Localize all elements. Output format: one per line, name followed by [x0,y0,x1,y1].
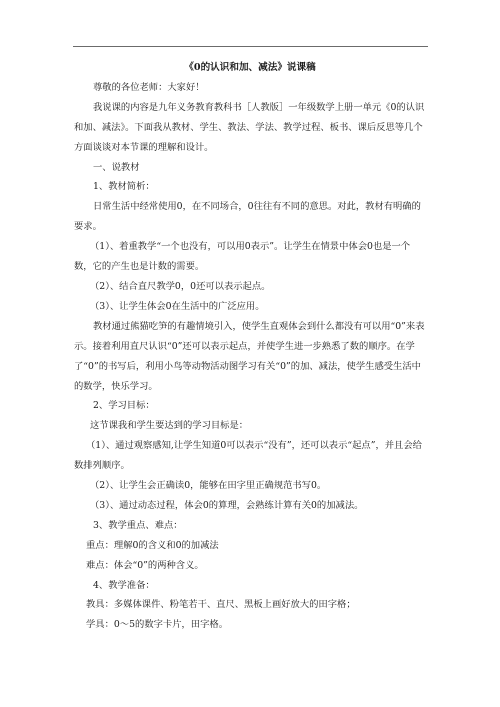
document-body [74,58,426,635]
difficult-point: 难点：体会“0”的两种含义。 [86,559,204,571]
goals-intro: 这节课我和学生要达到的学习目标是： [90,420,249,432]
textbook-approach-paragraph: 教材通过熊猫吃笋的有趣情境引入，使学生直观体会到什么都没有可以用“0”来表示。接着利用直尺认识“0”还可以表示起点，并使学生进一步熟悉了数的顺序。在学了“0”的书写后，利用小鸟等动物活动图学习有关“0”的加、减法，使学生感受生活中的数学，快乐学习。 [74,320,425,392]
goal-item-1: （1）、通过观察感知,让学生知道0可以表示“没有”，还可以表示“起点”，并且会给数排列顺序。 [74,440,422,472]
goal-item-3: （3）、通过动态过程，体会0的算理，会熟练计算有关0的加减法。 [90,499,364,511]
learning-aids: 学具：0～5的数字卡片，田字格。 [86,619,228,631]
subheading-goals: 2、学习目标： [93,400,155,412]
header-rule [73,46,428,47]
intro-paragraph: 我说课的内容是九年义务教育教科书［人教版］一年级数学上册一单元《0的认识和加、减法》。下面我从教材、学生、教法、学法、教学过程、板书、课后反思等几个方面谈谈对本节课的理解和设计。 [74,101,425,153]
key-point: 重点：理解0的含义和0的加减法 [86,539,219,551]
subheading-analysis: 1、教材简析： [93,181,155,193]
subheading-key-points: 3、教学重点、难点： [93,519,183,531]
analysis-item-3: （3）、让学生体会0在生活中的广泛应用。 [90,300,265,312]
analysis-paragraph: 日常生活中经常使用0，在不同场合，0往往有不同的意思。对此，教材有明确的要求。 [74,201,421,233]
greeting: 尊敬的各位老师：大家好！ [93,81,205,93]
analysis-item-1: （1）、着重教学“一个也没有，可以用0表示”。让学生在情景中体会0也是一个数，它的产生也是计数的需要。 [74,241,411,273]
document-title: 《0的认识和加、减法》说课稿 [184,62,316,73]
teaching-aids: 教具：多媒体课件、粉笔若干、直尺、黑板上画好放大的田字格； [86,599,356,611]
subheading-preparation: 4、教学准备： [93,579,155,591]
section-heading-textbook: 一、说教材 [93,161,140,173]
goal-item-2: （2）、让学生会正确读0，能够在田字里正确规范书写0。 [90,480,327,492]
analysis-item-2: （2）、结合直尺教学0，0还可以表示起点。 [90,280,271,292]
